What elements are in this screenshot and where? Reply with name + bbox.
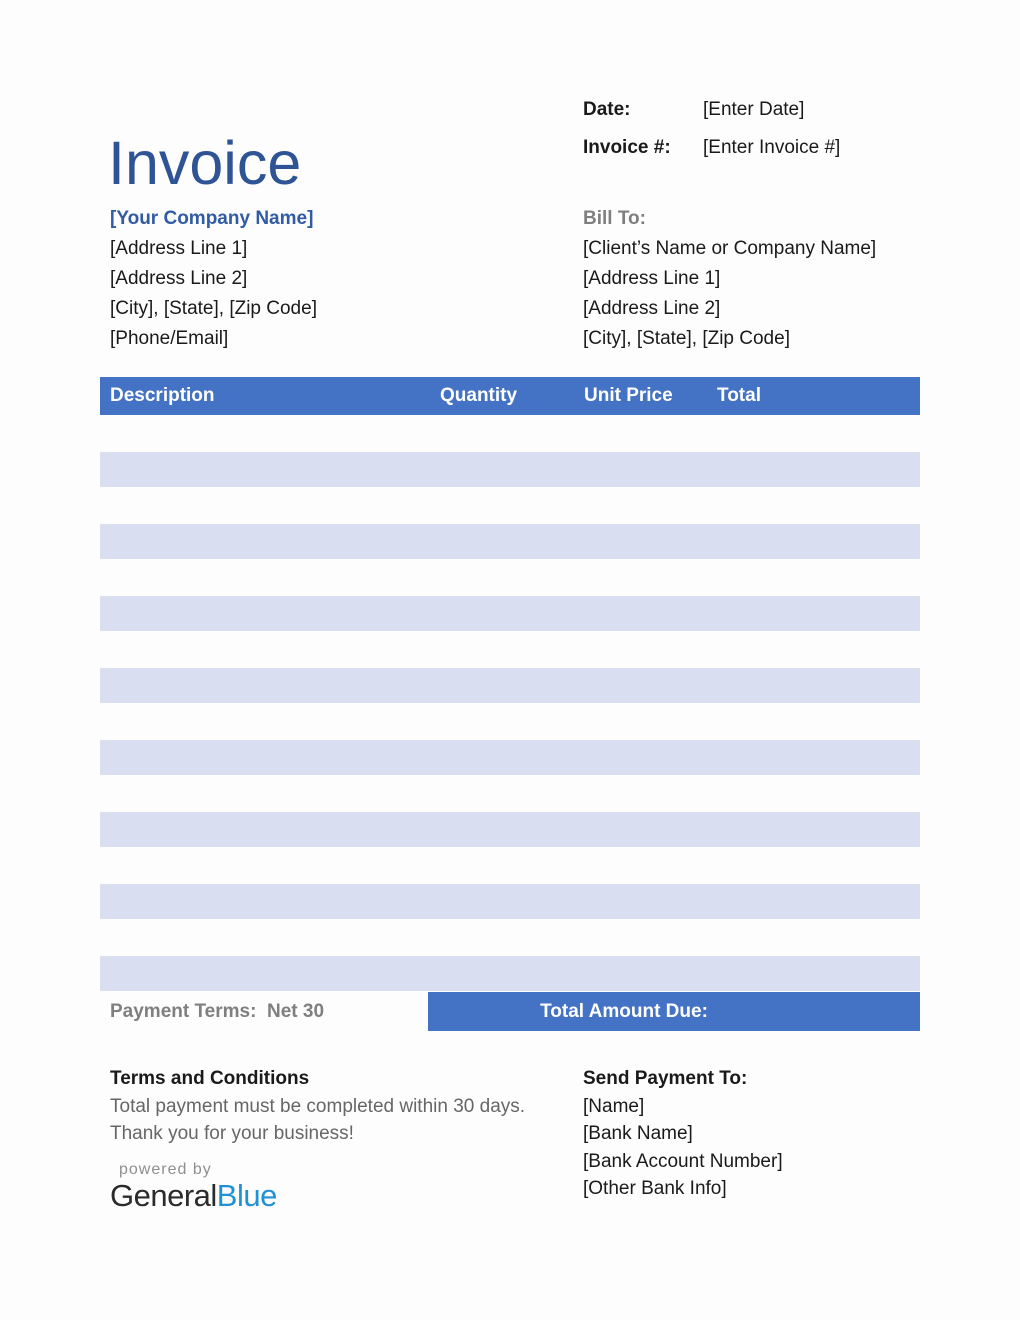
company-address-line-2[interactable]: [Address Line 2] <box>110 268 248 289</box>
other-bank-info-field[interactable]: [Other Bank Info] <box>583 1178 727 1199</box>
table-row[interactable] <box>100 956 920 991</box>
payment-terms-value[interactable]: Net 30 <box>267 1001 325 1022</box>
table-row[interactable] <box>100 740 920 775</box>
company-name-field[interactable]: [Your Company Name] <box>110 208 314 229</box>
company-city-state-zip[interactable]: [City], [State], [Zip Code] <box>110 298 317 319</box>
general-blue-logo <box>110 1179 277 1213</box>
items-table-header <box>100 377 920 415</box>
payee-name-field[interactable]: [Name] <box>583 1095 645 1117</box>
terms-line-2: Thank you for your business! <box>110 1123 354 1144</box>
date-field[interactable]: [Enter Date] <box>703 99 805 120</box>
invoice-number-label: Invoice #: <box>583 137 671 158</box>
table-row[interactable] <box>100 524 920 559</box>
company-phone-email[interactable]: [Phone/Email] <box>110 328 229 349</box>
company-address-line-1[interactable]: [Address Line 1] <box>110 238 248 259</box>
terms-and-conditions-block <box>110 1065 525 1148</box>
table-row[interactable] <box>100 884 920 919</box>
total-amount-due-label: Total Amount Due: <box>540 1001 708 1022</box>
brand-blue-text: Blue <box>216 1178 277 1213</box>
column-header-description: Description <box>110 385 215 406</box>
page-title: Invoice <box>108 128 302 197</box>
send-payment-block <box>583 1065 783 1203</box>
terms-line-1: Total payment must be completed within 30 days. <box>110 1095 526 1117</box>
client-address-line-2[interactable]: [Address Line 2] <box>583 298 721 319</box>
payment-terms-label: Payment Terms: <box>110 1001 257 1022</box>
client-city-state-zip[interactable]: [City], [State], [Zip Code] <box>583 328 790 349</box>
company-info-block <box>110 204 317 354</box>
date-label: Date: <box>583 99 631 120</box>
invoice-number-field[interactable]: [Enter Invoice #] <box>703 137 841 158</box>
column-header-unit-price: Unit Price <box>584 385 673 406</box>
bank-account-number-field[interactable]: [Bank Account Number] <box>583 1150 783 1172</box>
client-name-field[interactable]: [Client’s Name or Company Name] <box>583 238 877 259</box>
brand-general-text: General <box>110 1178 217 1213</box>
total-amount-due-bar <box>428 992 920 1031</box>
table-row[interactable] <box>100 596 920 631</box>
column-header-total: Total <box>717 385 761 406</box>
terms-title: Terms and Conditions <box>110 1068 310 1089</box>
column-header-quantity: Quantity <box>440 385 518 406</box>
client-address-line-1[interactable]: [Address Line 1] <box>583 268 721 289</box>
bill-to-block <box>583 204 876 354</box>
table-row[interactable] <box>100 668 920 703</box>
powered-by-text: powered by <box>119 1161 212 1178</box>
bill-to-label: Bill To: <box>583 208 646 229</box>
send-payment-title: Send Payment To: <box>583 1068 748 1089</box>
table-row[interactable] <box>100 452 920 487</box>
bank-name-field[interactable]: [Bank Name] <box>583 1123 693 1144</box>
table-row[interactable] <box>100 812 920 847</box>
